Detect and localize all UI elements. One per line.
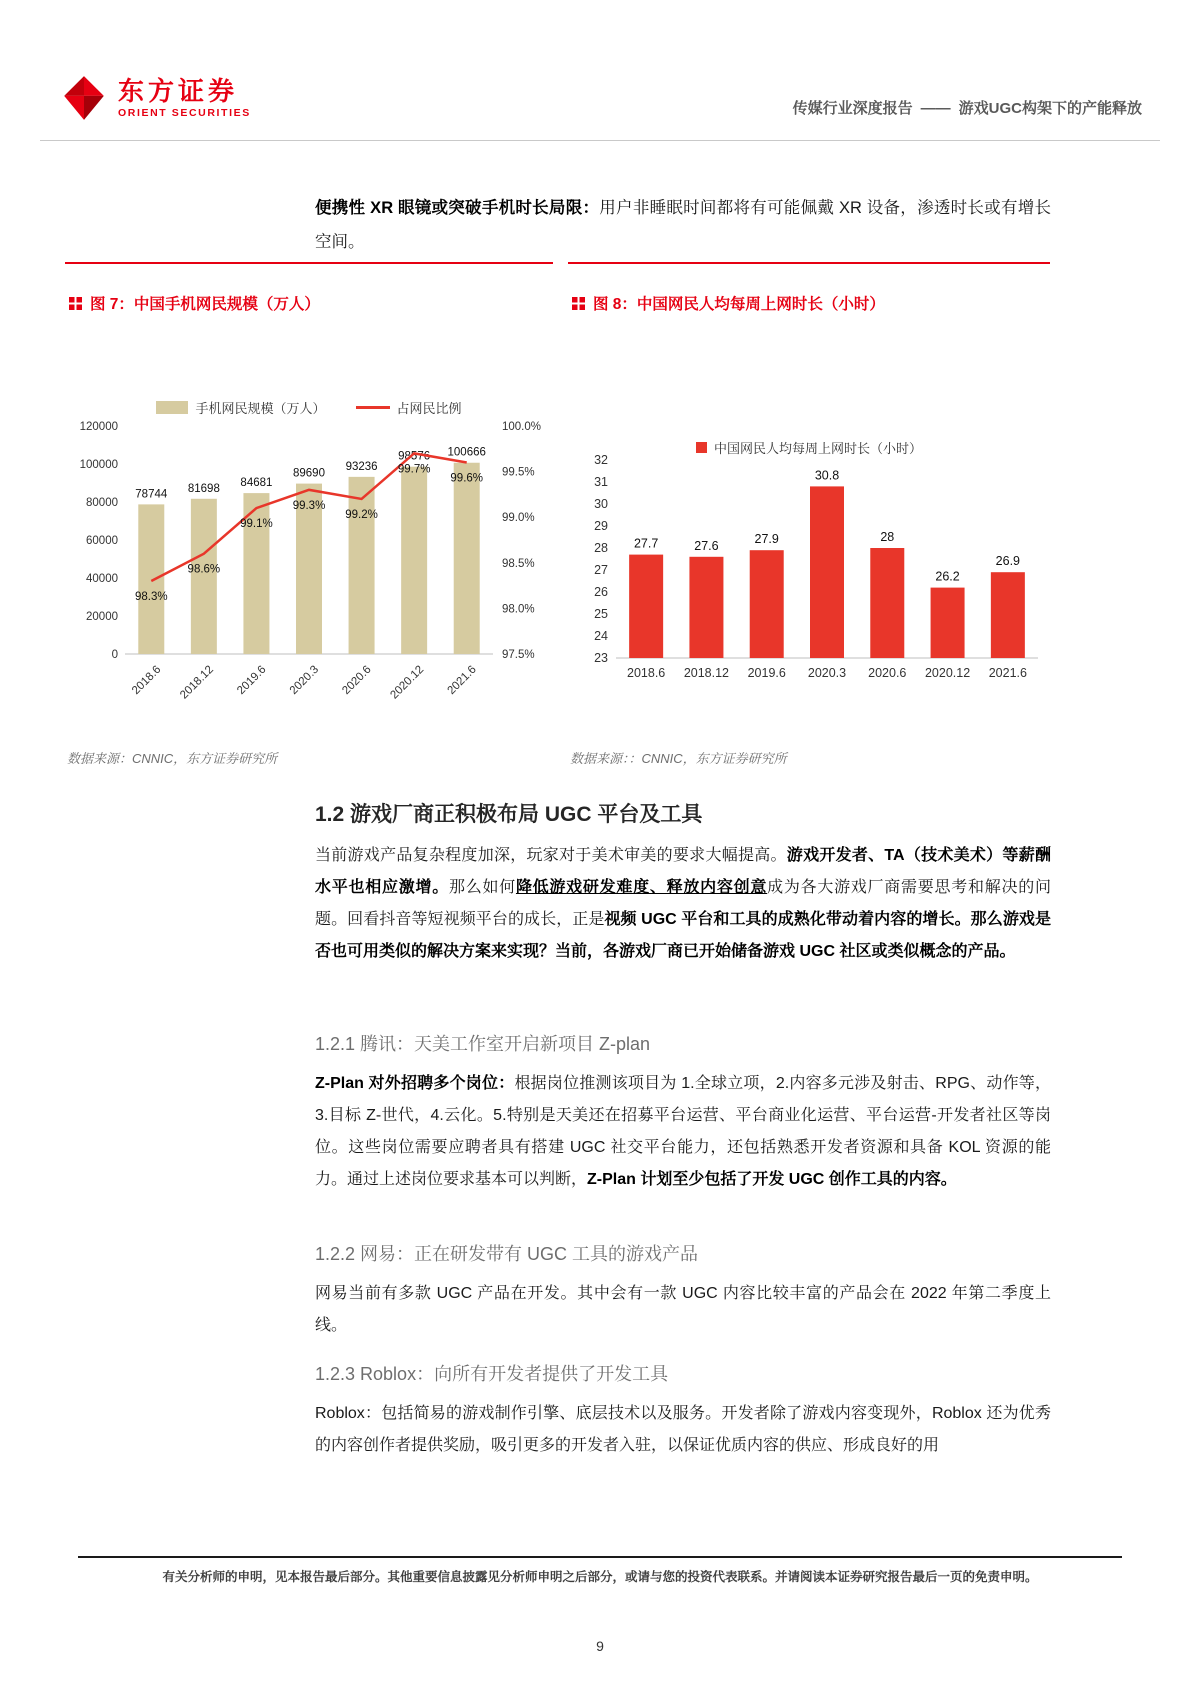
svg-text:100.0%: 100.0% xyxy=(502,421,542,433)
line-series-label: 占网民比例 xyxy=(396,401,462,416)
fig7-chart xyxy=(65,414,553,724)
svg-text:99.7%: 99.7% xyxy=(397,463,431,476)
logo-name-cn: 东方证券 xyxy=(118,75,239,106)
svg-text:2020.6: 2020.6 xyxy=(340,663,374,698)
header-separator: —— xyxy=(920,100,951,117)
figure-8 xyxy=(568,262,1050,777)
svg-text:23: 23 xyxy=(594,651,608,665)
bar-series-swatch xyxy=(156,401,188,414)
svg-text:26.9: 26.9 xyxy=(995,554,1021,569)
section-1-2-1-heading: 1.2.1 腾讯：天美工作室开启新项目 Z-plan xyxy=(315,1034,651,1054)
figure-7 xyxy=(65,262,553,777)
svg-text:32: 32 xyxy=(594,453,608,467)
page-header xyxy=(60,56,1142,122)
logo-name-en: ORIENT SECURITIES xyxy=(118,107,251,120)
svg-text:98.5%: 98.5% xyxy=(502,557,535,570)
header-divider xyxy=(40,140,1160,141)
svg-text:2018.6: 2018.6 xyxy=(627,666,666,680)
svg-text:30: 30 xyxy=(594,497,608,511)
logo-text xyxy=(118,77,251,120)
svg-text:2020.3: 2020.3 xyxy=(287,663,322,698)
svg-text:93236: 93236 xyxy=(345,460,378,473)
figure-7-source: 数据来源：CNNIC，东方证券研究所 xyxy=(67,751,278,766)
svg-text:26: 26 xyxy=(594,585,608,599)
text-run: Roblox：包括简易的游戏制作引擎、底层技术以及服务。开发者除了游戏内容变现外，Roblox 还为优秀的内容创作者提供奖励，吸引更多的开发者入驻，以保证优质内容的供应、形成良好的用 xyxy=(315,1405,1051,1454)
logo-gem-icon xyxy=(60,74,108,122)
fig8-chart xyxy=(568,448,1050,713)
report-title: 游戏UGC构架下的产能释放 xyxy=(958,100,1142,117)
text-run: 游戏开发者、TA（技术美术）等薪酬水平也相应激增。 xyxy=(315,847,1051,896)
text-run: 当前游戏产品复杂程度加深，玩家对于美术审美的要求大幅提高。 xyxy=(315,847,787,864)
svg-text:98.3%: 98.3% xyxy=(134,591,168,604)
page-number: 9 xyxy=(596,1638,604,1654)
orient-securities-logo xyxy=(60,74,251,122)
svg-text:98.6%: 98.6% xyxy=(187,563,221,576)
text-run: 根据岗位推测该项目为 1.全球立项，2.内容多元涉及射击、RPG、动作等，3.目标 Z-世代，4.云化。5.特别是天美还在招募平台运营、平台商业化运营、平台运营-开发者社区等岗位。这些岗位需要应聘者具有搭建 UGC 社交平台能力，还包括熟悉开发者资源和具备 KOL 资源的能力。通过上述岗位要求基本可以判断， xyxy=(315,1075,1051,1188)
text-run: 那么如何 xyxy=(448,879,516,896)
svg-text:28: 28 xyxy=(594,541,608,555)
svg-text:30.8: 30.8 xyxy=(814,468,840,483)
figure-7-title-text: 图 7：中国手机网民规模（万人） xyxy=(90,296,320,313)
section-1-2-2-body xyxy=(315,1278,1051,1342)
intro-paragraph xyxy=(315,192,1051,260)
svg-text:78744: 78744 xyxy=(135,488,168,501)
svg-text:2021.6: 2021.6 xyxy=(445,663,479,698)
svg-text:97.5%: 97.5% xyxy=(502,649,535,661)
section-1-2-body xyxy=(315,840,1051,968)
svg-text:120000: 120000 xyxy=(79,421,118,433)
text-run: 便携性 XR 眼镜或突破手机时长局限： xyxy=(315,199,600,217)
svg-text:2020.12: 2020.12 xyxy=(388,663,427,702)
svg-text:20000: 20000 xyxy=(86,611,118,623)
section-1-2-2-heading: 1.2.2 网易：正在研发带有 UGC 工具的游戏产品 xyxy=(315,1244,699,1264)
svg-text:100666: 100666 xyxy=(447,446,486,459)
section-1-2-1-body xyxy=(315,1068,1051,1196)
svg-text:60000: 60000 xyxy=(86,535,118,547)
text-run: 网易当前有多款 UGC 产品在开发。其中会有一款 UGC 内容比较丰富的产品会在 2022 年第二季度上线。 xyxy=(315,1285,1051,1334)
svg-text:99.1%: 99.1% xyxy=(240,518,273,531)
chart-icon xyxy=(572,297,585,310)
svg-text:99.0%: 99.0% xyxy=(502,512,535,525)
svg-text:26.2: 26.2 xyxy=(935,569,960,584)
svg-text:2019.6: 2019.6 xyxy=(235,663,269,698)
svg-text:99.3%: 99.3% xyxy=(292,499,326,512)
figure-8-title-text: 图 8：中国网民人均每周上网时长（小时） xyxy=(593,296,885,313)
svg-text:81698: 81698 xyxy=(187,482,220,495)
report-type: 传媒行业深度报告 xyxy=(792,100,913,117)
svg-text:80000: 80000 xyxy=(86,497,118,509)
svg-text:27.6: 27.6 xyxy=(694,538,719,553)
text-run: 用户非睡眠时间都将有可能佩戴 XR 设备，渗透时长或有增长空间。 xyxy=(315,199,1051,251)
svg-text:31: 31 xyxy=(594,475,608,489)
chart-icon xyxy=(69,297,82,310)
svg-text:40000: 40000 xyxy=(86,573,118,585)
svg-text:27.7: 27.7 xyxy=(633,536,659,551)
svg-text:29: 29 xyxy=(594,519,608,533)
hours-series-label: 中国网民人均每周上网时长（小时） xyxy=(713,441,922,456)
svg-text:98576: 98576 xyxy=(398,450,431,463)
section-1-2-3-heading: 1.2.3 Roblox：向所有开发者提供了开发工具 xyxy=(315,1364,669,1384)
figure-8-source: 数据来源：：CNNIC，东方证券研究所 xyxy=(570,751,787,766)
svg-text:84681: 84681 xyxy=(240,477,273,490)
svg-text:2018.12: 2018.12 xyxy=(683,666,730,680)
svg-text:99.5%: 99.5% xyxy=(502,466,535,479)
figure-7-title xyxy=(69,292,320,314)
svg-text:98.0%: 98.0% xyxy=(502,603,535,616)
text-run: 视频 UGC 平台和工具的成熟化带动着内容的增长。 xyxy=(604,911,971,928)
footer-disclaimer: 有关分析师的申明，见本报告最后部分。其他重要信息披露见分析师申明之后部分，或请与您的投资代表联系。并请阅读本证券研究报告最后一页的免责申明。 xyxy=(78,1556,1122,1585)
svg-text:25: 25 xyxy=(594,607,608,621)
report-header-title xyxy=(793,97,1142,122)
text-run: 降低游戏研发难度、释放内容创意 xyxy=(515,879,768,896)
text-run: 成为各大游戏厂商需要思考和解决的问题。回看抖音等短视频平台的成长，正是 xyxy=(315,879,1051,928)
svg-text:89690: 89690 xyxy=(293,467,325,480)
svg-text:24: 24 xyxy=(594,629,608,643)
text-run: Z-Plan 计划至少包括了开发 UGC 创作工具的内容。 xyxy=(587,1171,957,1188)
svg-text:2020.12: 2020.12 xyxy=(924,666,971,680)
section-1-2-3-body xyxy=(315,1398,1051,1462)
svg-text:2018.6: 2018.6 xyxy=(130,663,164,698)
svg-text:28: 28 xyxy=(880,530,895,544)
figure-8-title xyxy=(572,292,885,314)
svg-text:99.2%: 99.2% xyxy=(345,508,378,521)
svg-text:0: 0 xyxy=(111,649,118,661)
text-run: Z-Plan 对外招聘多个岗位： xyxy=(315,1075,515,1092)
svg-text:2020.3: 2020.3 xyxy=(807,666,847,680)
figure-7-top-rule xyxy=(65,262,553,264)
svg-text:99.6%: 99.6% xyxy=(450,472,484,485)
svg-text:27.9: 27.9 xyxy=(754,532,779,547)
svg-text:2018.12: 2018.12 xyxy=(178,663,216,702)
svg-text:2021.6: 2021.6 xyxy=(988,666,1027,680)
svg-text:100000: 100000 xyxy=(79,459,118,471)
section-1-2-heading: 1.2 游戏厂商正积极布局 UGC 平台及工具 xyxy=(315,803,703,826)
text-run: 那么游戏是否也可用类似的解决方案来实现？当前，各游戏厂商已开始储备游戏 UGC 社区或类似概念的产品。 xyxy=(315,911,1051,960)
figure-8-top-rule xyxy=(568,262,1050,264)
svg-text:2019.6: 2019.6 xyxy=(747,666,786,680)
bar-series-label: 手机网民规模（万人） xyxy=(195,401,326,416)
svg-text:27: 27 xyxy=(594,563,608,577)
line-series-swatch xyxy=(356,406,390,409)
svg-text:2020.6: 2020.6 xyxy=(868,666,907,680)
